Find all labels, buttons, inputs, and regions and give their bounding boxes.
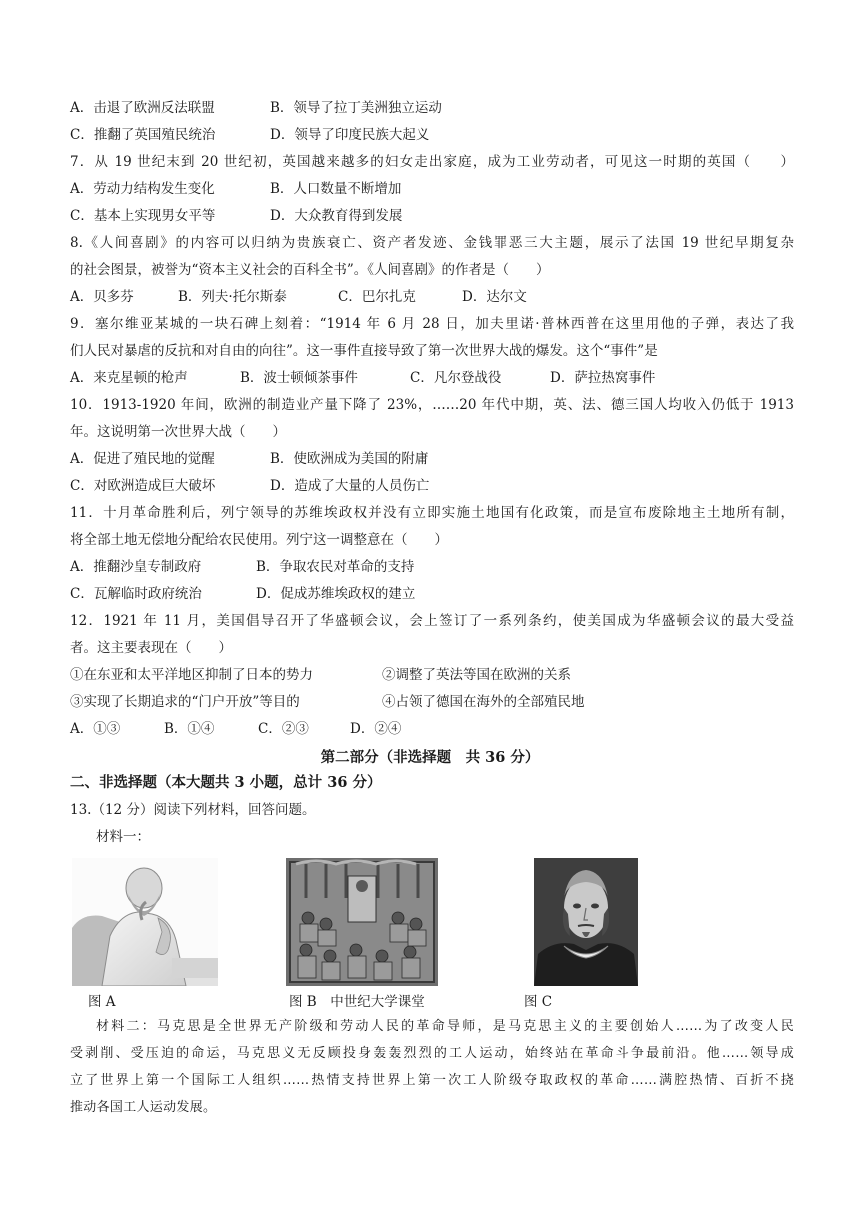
q6-option-c: C．推翻了英国殖民统治 [70, 127, 216, 143]
q6-option-b: B．领导了拉丁美洲独立运动 [270, 100, 442, 116]
figure-a-caption: 图 A [88, 994, 116, 1010]
q12-option-b: B．①④ [164, 721, 215, 737]
figure-c-portrait-image [534, 858, 638, 986]
q8-option-c: C．巴尔扎克 [338, 289, 416, 305]
q11-option-c: C．瓦解临时政府统治 [70, 586, 202, 602]
material2-line2: 受剥削、受压迫的命运，马克思义无反顾投身轰轰烈烈的工人运动，始终站在革命斗争最前沿。他……领导成 [70, 1046, 794, 1061]
q7-option-c: C．基本上实现男女平等 [70, 208, 216, 224]
q12-item-4: ④占领了德国在海外的全部殖民地 [382, 694, 585, 710]
q7-option-d: D．大众教育得到发展 [270, 208, 403, 224]
material2-line1: 材料二：马克思是全世界无产阶级和劳动人民的革命导师，是马克思主义的主要创始人……为了改变人民 [96, 1019, 794, 1034]
q12-option-a: A．①③ [70, 721, 121, 737]
q12-item-1: ①在东亚和太平洋地区抑制了日本的势力 [70, 667, 313, 683]
q7-stem: 7．从 19 世纪末到 20 世纪初，英国越来越多的妇女走出家庭，成为工业劳动者，可见这一时期的英国（ ） [70, 154, 794, 170]
q8-option-d: D．达尔文 [462, 289, 527, 305]
material2-line4: 推动各国工人运动发展。 [70, 1100, 217, 1115]
q8-stem-line2: 的社会图景，被誉为“资本主义社会的百科全书”。《人间喜剧》的作者是（ ） [70, 262, 550, 278]
q8-option-a: A．贝多芬 [70, 289, 134, 305]
q12-stem-line2: 者。这主要表现在（ ） [70, 640, 232, 656]
q12-option-c: C．②③ [258, 721, 309, 737]
q8-stem-line1: 8.《人间喜剧》的内容可以归纳为贵族衰亡、资产者发迹、金钱罪恶三大主题，展示了法国 19 世纪早期复杂 [70, 235, 794, 251]
q7-option-a: A．劳动力结构发生变化 [70, 181, 215, 197]
q6-option-d: D．领导了印度民族大起义 [270, 127, 430, 143]
q9-option-c: C．凡尔登战役 [410, 370, 502, 386]
q13-stem: 13.（12 分）阅读下列材料，回答问题。 [70, 802, 316, 818]
q11-option-b: B．争取农民对革命的支持 [256, 559, 415, 575]
q10-option-c: C．对欧洲造成巨大破坏 [70, 478, 216, 494]
q11-stem-line2: 将全部土地无偿地分配给农民使用。列宁这一调整意在（ ） [70, 532, 448, 548]
q12-stem-line1: 12．1921 年 11 月，美国倡导召开了华盛顿会议，会上签订了一系列条约，使美国成为华盛顿会议的最大受益 [70, 613, 794, 629]
figure-b-caption: 图 B 中世纪大学课堂 [289, 994, 425, 1010]
q8-option-b: B．列夫·托尔斯泰 [178, 289, 287, 305]
q6-option-a: A．击退了欧洲反法联盟 [70, 100, 215, 116]
q10-option-a: A．促进了殖民地的觉醒 [70, 451, 215, 467]
q12-item-2: ②调整了英法等国在欧洲的关系 [382, 667, 571, 683]
q10-stem-line1: 10．1913-1920 年间，欧洲的制造业产量下降了 23%，……20 年代中期，英、法、德三国人均收入仍低于 1913 [70, 397, 794, 413]
q11-option-d: D．促成苏维埃政权的建立 [256, 586, 416, 602]
q9-stem-line1: 9．塞尔维亚某城的一块石碑上刻着：“1914 年 6 月 28 日，加夫里诺·普林西普在这里用他的子弹，表达了我 [70, 316, 794, 332]
figure-b-medieval-classroom-image [286, 858, 438, 986]
q10-stem-line2: 年。这说明第一次世界大战（ ） [70, 424, 286, 440]
q11-stem-line1: 11．十月革命胜利后，列宁领导的苏维埃政权并没有立即实施土地国有化政策，而是宣布废除地主土地所有制， [70, 505, 794, 521]
figure-c-caption: 图 C [524, 994, 553, 1010]
q10-option-d: D．造成了大量的人员伤亡 [270, 478, 430, 494]
q9-option-d: D．萨拉热窝事件 [550, 370, 656, 386]
q12-item-3: ③实现了长期追求的“门户开放”等目的 [70, 694, 300, 710]
q9-option-b: B．波士顿倾茶事件 [240, 370, 358, 386]
q9-stem-line2: 们人民对暴虐的反抗和对自由的向往”。这一事件直接导致了第一次世界大战的爆发。这个“事件”是 [70, 343, 658, 359]
q9-option-a: A．来克星顿的枪声 [70, 370, 188, 386]
q7-option-b: B．人口数量不断增加 [270, 181, 402, 197]
q11-option-a: A．推翻沙皇专制政府 [70, 559, 202, 575]
q12-option-d: D．②④ [350, 721, 402, 737]
part2-title: 第二部分（非选择题 共 36 分） [320, 749, 540, 766]
material1-label: 材料一： [96, 829, 150, 845]
figure-a-statue-image [72, 858, 218, 986]
material2-line3: 立了世界上第一个国际工人组织……热情支持世界上第一次工人阶级夺取政权的革命……满腔热情、百折不挠 [70, 1073, 794, 1088]
section2-title: 二、非选择题（本大题共 3 小题，总计 36 分） [70, 774, 382, 791]
q10-option-b: B．使欧洲成为美国的附庸 [270, 451, 429, 467]
